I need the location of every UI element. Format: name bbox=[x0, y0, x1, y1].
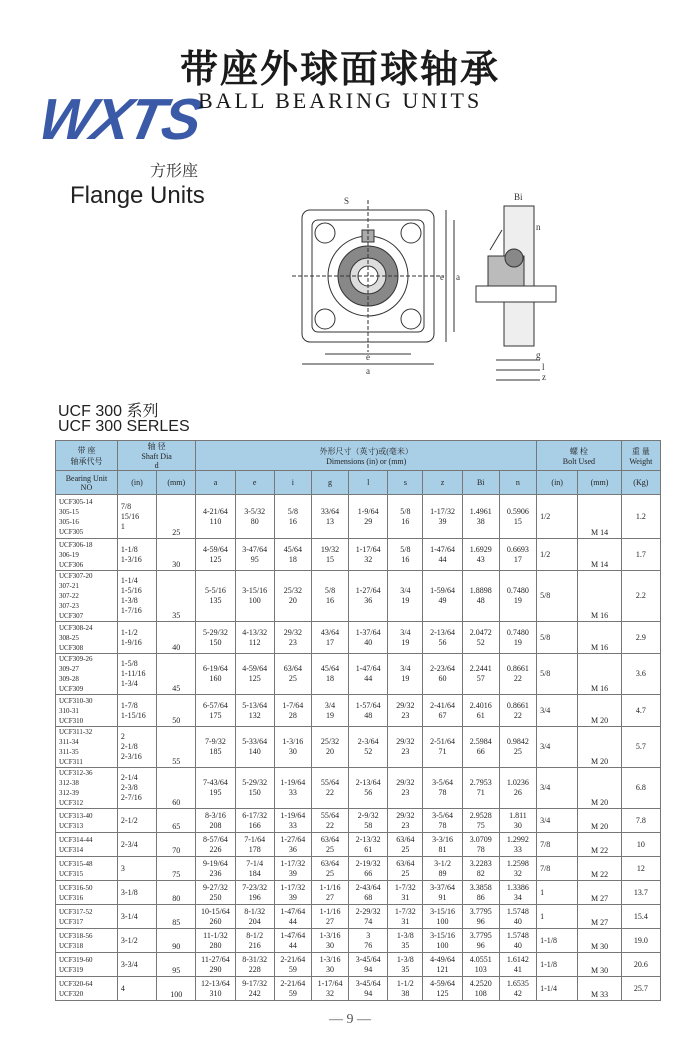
drawing-label-a: a bbox=[366, 366, 370, 376]
header-shaft-in: (in) bbox=[117, 471, 156, 495]
cell-g: 19/32 15 bbox=[311, 539, 348, 571]
cell-s: 1-1/2 38 bbox=[388, 977, 423, 1001]
cell-a: 6-19/64 160 bbox=[196, 654, 235, 695]
cell-kg: 7.8 bbox=[621, 809, 660, 833]
cell-mm: 60 bbox=[157, 768, 196, 809]
drawing-label-z: z bbox=[542, 372, 546, 382]
table-row bbox=[56, 977, 661, 1001]
header-bi: Bi bbox=[462, 471, 499, 495]
cell-s: 29/32 23 bbox=[388, 727, 423, 768]
cell-model: UCF313-40 UCF313 bbox=[56, 809, 118, 833]
cell-l: 2-43/64 68 bbox=[349, 881, 388, 905]
cell-n: 1.2598 32 bbox=[499, 857, 536, 881]
cell-n: 1.2992 33 bbox=[499, 833, 536, 857]
cell-n: 0.8661 22 bbox=[499, 695, 536, 727]
cell-in: 1-1/4 1-5/16 1-3/8 1-7/16 bbox=[117, 571, 156, 622]
series-title-en: UCF 300 SERLES bbox=[58, 418, 190, 435]
header-bolt-in: (in) bbox=[537, 471, 578, 495]
cell-in: 3-1/4 bbox=[117, 905, 156, 929]
table-row bbox=[56, 881, 661, 905]
cell-z: 3-15/16 100 bbox=[423, 905, 462, 929]
cell-mm: 30 bbox=[157, 539, 196, 571]
cell-kg: 1.7 bbox=[621, 539, 660, 571]
cell-e: 5-29/32 150 bbox=[235, 768, 274, 809]
cell-g: 55/64 22 bbox=[311, 768, 348, 809]
table-row bbox=[56, 695, 661, 727]
cell-i: 29/32 23 bbox=[274, 622, 311, 654]
cell-i: 2-21/64 59 bbox=[274, 977, 311, 1001]
cell-n: 0.7480 19 bbox=[499, 622, 536, 654]
cell-n: 1.5748 40 bbox=[499, 905, 536, 929]
cell-l: 1-27/64 36 bbox=[349, 571, 388, 622]
cell-kg: 12 bbox=[621, 857, 660, 881]
cell-mm: 40 bbox=[157, 622, 196, 654]
cell-g: 25/32 20 bbox=[311, 727, 348, 768]
cell-in: 2-3/4 bbox=[117, 833, 156, 857]
cell-bmm: M 22 bbox=[578, 833, 621, 857]
cell-l: 1-9/64 29 bbox=[349, 495, 388, 539]
cell-e: 7-23/32 196 bbox=[235, 881, 274, 905]
cell-i: 1-3/16 30 bbox=[274, 727, 311, 768]
cell-mm: 25 bbox=[157, 495, 196, 539]
cell-g: 1-17/64 32 bbox=[311, 977, 348, 1001]
cell-bi: 3.0709 78 bbox=[462, 833, 499, 857]
drawing-label-bi: Bi bbox=[514, 192, 523, 202]
cell-g: 33/64 13 bbox=[311, 495, 348, 539]
cell-bi: 1.8898 48 bbox=[462, 571, 499, 622]
cell-a: 7-9/32 185 bbox=[196, 727, 235, 768]
title-en: BALL BEARING UNITS bbox=[198, 88, 483, 113]
cell-in: 1-5/8 1-11/16 1-3/4 bbox=[117, 654, 156, 695]
cell-a: 7-43/64 195 bbox=[196, 768, 235, 809]
cell-z: 1-17/32 39 bbox=[423, 495, 462, 539]
cell-z: 3-1/2 89 bbox=[423, 857, 462, 881]
cell-g: 1-1/16 27 bbox=[311, 881, 348, 905]
cell-n: 0.9842 25 bbox=[499, 727, 536, 768]
cell-a: 9-19/64 236 bbox=[196, 857, 235, 881]
cell-z: 4-59/64 125 bbox=[423, 977, 462, 1001]
cell-bmm: M 14 bbox=[578, 539, 621, 571]
cell-i: 25/32 20 bbox=[274, 571, 311, 622]
cell-a: 11-27/64 290 bbox=[196, 953, 235, 977]
cell-i: 2-21/64 59 bbox=[274, 953, 311, 977]
table-row bbox=[56, 833, 661, 857]
cell-mm: 100 bbox=[157, 977, 196, 1001]
header-z: z bbox=[423, 471, 462, 495]
drawing-label-n: n bbox=[536, 222, 541, 232]
cell-kg: 3.6 bbox=[621, 654, 660, 695]
subtitle-en: Flange Units bbox=[70, 182, 205, 209]
cell-in: 4 bbox=[117, 977, 156, 1001]
cell-l: 2-13/32 61 bbox=[349, 833, 388, 857]
cell-a: 5-29/32 150 bbox=[196, 622, 235, 654]
cell-z: 3-37/64 91 bbox=[423, 881, 462, 905]
cell-bi: 1.6929 43 bbox=[462, 539, 499, 571]
cell-bmm: M 30 bbox=[578, 929, 621, 953]
table-row bbox=[56, 768, 661, 809]
cell-bin: 1 bbox=[537, 881, 578, 905]
cell-model: UCF319-60 UCF319 bbox=[56, 953, 118, 977]
header-s: s bbox=[388, 471, 423, 495]
cell-s: 1-3/8 35 bbox=[388, 929, 423, 953]
cell-s: 3/4 19 bbox=[388, 622, 423, 654]
cell-e: 3-5/32 80 bbox=[235, 495, 274, 539]
cell-i: 1-17/32 39 bbox=[274, 881, 311, 905]
cell-s: 29/32 23 bbox=[388, 768, 423, 809]
cell-i: 63/64 25 bbox=[274, 654, 311, 695]
cell-e: 8-1/2 216 bbox=[235, 929, 274, 953]
table-row bbox=[56, 809, 661, 833]
cell-z: 3-15/16 100 bbox=[423, 929, 462, 953]
header-unit-cn: 带 座 轴承代号 bbox=[56, 441, 118, 471]
cell-bin: 3/4 bbox=[537, 809, 578, 833]
cell-g: 1-3/16 30 bbox=[311, 953, 348, 977]
cell-g: 5/8 16 bbox=[311, 571, 348, 622]
cell-bin: 5/8 bbox=[537, 654, 578, 695]
cell-in: 3-3/4 bbox=[117, 953, 156, 977]
cell-bmm: M 16 bbox=[578, 622, 621, 654]
cell-bin: 7/8 bbox=[537, 833, 578, 857]
cell-e: 7-1/4 184 bbox=[235, 857, 274, 881]
cell-a: 6-57/64 175 bbox=[196, 695, 235, 727]
cell-kg: 19.0 bbox=[621, 929, 660, 953]
cell-g: 63/64 25 bbox=[311, 857, 348, 881]
cell-kg: 2.2 bbox=[621, 571, 660, 622]
cell-l: 2-13/64 56 bbox=[349, 768, 388, 809]
cell-bin: 1-1/8 bbox=[537, 953, 578, 977]
series-title-cn: UCF 300 系列 bbox=[58, 403, 159, 420]
cell-i: 1-47/64 44 bbox=[274, 905, 311, 929]
cell-model: UCF320-64 UCF320 bbox=[56, 977, 118, 1001]
cell-n: 1.3386 34 bbox=[499, 881, 536, 905]
cell-n: 0.6693 17 bbox=[499, 539, 536, 571]
cell-bi: 2.9528 75 bbox=[462, 809, 499, 833]
cell-model: UCF317-52 UCF317 bbox=[56, 905, 118, 929]
table-row bbox=[56, 857, 661, 881]
cell-s: 29/32 23 bbox=[388, 809, 423, 833]
header-e: e bbox=[235, 471, 274, 495]
cell-s: 3/4 19 bbox=[388, 571, 423, 622]
cell-bin: 1-1/4 bbox=[537, 977, 578, 1001]
cell-n: 0.8661 22 bbox=[499, 654, 536, 695]
cell-a: 4-59/64 125 bbox=[196, 539, 235, 571]
header-dimensions: 外形尺寸（英寸)或(毫米） Dimensions (in) or (mm) bbox=[196, 441, 537, 471]
table-row bbox=[56, 953, 661, 977]
cell-l: 3 76 bbox=[349, 929, 388, 953]
cell-bi: 4.0551 103 bbox=[462, 953, 499, 977]
title-cn: 带座外球面球轴承 bbox=[180, 47, 501, 91]
cell-bin: 5/8 bbox=[537, 571, 578, 622]
cell-in: 7/8 15/16 1 bbox=[117, 495, 156, 539]
cell-a: 4-21/64 110 bbox=[196, 495, 235, 539]
cell-z: 2-51/64 71 bbox=[423, 727, 462, 768]
cell-s: 5/8 16 bbox=[388, 539, 423, 571]
cell-l: 3-45/64 94 bbox=[349, 953, 388, 977]
cell-mm: 65 bbox=[157, 809, 196, 833]
cell-s: 29/32 23 bbox=[388, 695, 423, 727]
cell-z: 2-13/64 56 bbox=[423, 622, 462, 654]
cell-z: 1-59/64 49 bbox=[423, 571, 462, 622]
cell-bin: 3/4 bbox=[537, 768, 578, 809]
cell-kg: 15.4 bbox=[621, 905, 660, 929]
cell-e: 4-13/32 112 bbox=[235, 622, 274, 654]
cell-e: 3-15/16 100 bbox=[235, 571, 274, 622]
cell-l: 1-17/64 32 bbox=[349, 539, 388, 571]
cell-i: 1-19/64 33 bbox=[274, 768, 311, 809]
header-kg: (Kg) bbox=[621, 471, 660, 495]
cell-bmm: M 14 bbox=[578, 495, 621, 539]
header-unit-en: Bearing Unit NO bbox=[56, 471, 118, 495]
cell-i: 1-19/64 33 bbox=[274, 809, 311, 833]
cell-bin: 1/2 bbox=[537, 495, 578, 539]
header-shaft: 轴 径 Shaft Dia d bbox=[117, 441, 195, 471]
cell-e: 8-1/32 204 bbox=[235, 905, 274, 929]
cell-s: 1-3/8 35 bbox=[388, 953, 423, 977]
table-row bbox=[56, 905, 661, 929]
cell-model: UCF306-18 306-19 UCF306 bbox=[56, 539, 118, 571]
cell-g: 63/64 25 bbox=[311, 833, 348, 857]
table-row bbox=[56, 571, 661, 622]
cell-g: 55/64 22 bbox=[311, 809, 348, 833]
cell-z: 3-3/16 81 bbox=[423, 833, 462, 857]
cell-bi: 2.4016 61 bbox=[462, 695, 499, 727]
cell-kg: 6.8 bbox=[621, 768, 660, 809]
cell-s: 63/64 25 bbox=[388, 857, 423, 881]
drawing-label-e-vert: e bbox=[440, 272, 444, 282]
cell-model: UCF307-20 307-21 307-22 307-23 UCF307 bbox=[56, 571, 118, 622]
cell-bi: 3.7795 96 bbox=[462, 905, 499, 929]
cell-bi: 3.3858 86 bbox=[462, 881, 499, 905]
cell-bmm: M 27 bbox=[578, 881, 621, 905]
cell-mm: 90 bbox=[157, 929, 196, 953]
cell-mm: 35 bbox=[157, 571, 196, 622]
cell-model: UCF305-14 305-15 305-16 UCF305 bbox=[56, 495, 118, 539]
cell-mm: 50 bbox=[157, 695, 196, 727]
cell-i: 1-17/32 39 bbox=[274, 857, 311, 881]
cell-kg: 13.7 bbox=[621, 881, 660, 905]
cell-model: UCF312-36 312-38 312-39 UCF312 bbox=[56, 768, 118, 809]
cell-s: 1-7/32 31 bbox=[388, 881, 423, 905]
cell-mm: 95 bbox=[157, 953, 196, 977]
cell-in: 1-1/2 1-9/16 bbox=[117, 622, 156, 654]
drawing-label-l: l bbox=[542, 362, 545, 372]
cell-model: UCF316-50 UCF316 bbox=[56, 881, 118, 905]
cell-a: 10-15/64 260 bbox=[196, 905, 235, 929]
cell-l: 1-37/64 40 bbox=[349, 622, 388, 654]
cell-l: 2-9/32 58 bbox=[349, 809, 388, 833]
cell-bmm: M 20 bbox=[578, 768, 621, 809]
cell-mm: 45 bbox=[157, 654, 196, 695]
cell-in: 3-1/2 bbox=[117, 929, 156, 953]
header-i: i bbox=[274, 471, 311, 495]
cell-bmm: M 20 bbox=[578, 695, 621, 727]
brand-logo: WXTS bbox=[33, 87, 207, 152]
cell-g: 1-1/16 27 bbox=[311, 905, 348, 929]
cell-model: UCF314-44 UCF314 bbox=[56, 833, 118, 857]
cell-bmm: M 20 bbox=[578, 809, 621, 833]
cell-in: 3-1/8 bbox=[117, 881, 156, 905]
cell-g: 1-3/16 30 bbox=[311, 929, 348, 953]
cell-bin: 3/4 bbox=[537, 727, 578, 768]
header-bolt: 螺 栓 Bolt Used bbox=[537, 441, 622, 471]
cell-model: UCF308-24 308-25 UCF308 bbox=[56, 622, 118, 654]
cell-kg: 20.6 bbox=[621, 953, 660, 977]
header-weight: 重 量 Weight bbox=[621, 441, 660, 471]
cell-bi: 3.2283 82 bbox=[462, 857, 499, 881]
cell-kg: 1.2 bbox=[621, 495, 660, 539]
cell-kg: 2.9 bbox=[621, 622, 660, 654]
table-row bbox=[56, 622, 661, 654]
cell-bi: 2.7953 71 bbox=[462, 768, 499, 809]
drawing-label-a-vert: a bbox=[456, 272, 460, 282]
cell-bmm: M 22 bbox=[578, 857, 621, 881]
table-row bbox=[56, 495, 661, 539]
cell-in: 2-1/4 2-3/8 2-7/16 bbox=[117, 768, 156, 809]
cell-i: 5/8 16 bbox=[274, 495, 311, 539]
cell-in: 3 bbox=[117, 857, 156, 881]
cell-mm: 70 bbox=[157, 833, 196, 857]
cell-n: 1.6535 42 bbox=[499, 977, 536, 1001]
cell-z: 3-5/64 78 bbox=[423, 768, 462, 809]
cell-bi: 2.2441 57 bbox=[462, 654, 499, 695]
dimension-table bbox=[55, 440, 661, 1001]
cell-i: 1-47/64 44 bbox=[274, 929, 311, 953]
table-row bbox=[56, 929, 661, 953]
cell-l: 3-45/64 94 bbox=[349, 977, 388, 1001]
cell-n: 0.5906 15 bbox=[499, 495, 536, 539]
cell-z: 2-23/64 60 bbox=[423, 654, 462, 695]
cell-bin: 7/8 bbox=[537, 857, 578, 881]
cell-bi: 2.5984 66 bbox=[462, 727, 499, 768]
cell-a: 12-13/64 310 bbox=[196, 977, 235, 1001]
cell-e: 5-33/64 140 bbox=[235, 727, 274, 768]
cell-i: 1-27/64 36 bbox=[274, 833, 311, 857]
cell-bmm: M 16 bbox=[578, 571, 621, 622]
page-number: — 9 — bbox=[329, 1012, 371, 1027]
cell-mm: 55 bbox=[157, 727, 196, 768]
drawing-label-g: g bbox=[536, 350, 541, 360]
cell-n: 1.6142 41 bbox=[499, 953, 536, 977]
cell-model: UCF315-48 UCF315 bbox=[56, 857, 118, 881]
cell-n: 1.0236 26 bbox=[499, 768, 536, 809]
cell-kg: 10 bbox=[621, 833, 660, 857]
cell-bin: 3/4 bbox=[537, 695, 578, 727]
cell-l: 2-19/32 66 bbox=[349, 857, 388, 881]
cell-in: 2 2-1/8 2-3/16 bbox=[117, 727, 156, 768]
cell-kg: 4.7 bbox=[621, 695, 660, 727]
cell-bmm: M 16 bbox=[578, 654, 621, 695]
header-bolt-mm: (mm) bbox=[578, 471, 621, 495]
cell-bin: 5/8 bbox=[537, 622, 578, 654]
cell-in: 1-1/8 1-3/16 bbox=[117, 539, 156, 571]
flange-unit-drawing bbox=[290, 190, 560, 400]
table-row bbox=[56, 539, 661, 571]
cell-a: 8-57/64 226 bbox=[196, 833, 235, 857]
subtitle-cn: 方形座 bbox=[150, 161, 199, 180]
cell-a: 5-5/16 135 bbox=[196, 571, 235, 622]
cell-kg: 5.7 bbox=[621, 727, 660, 768]
cell-model: UCF310-30 310-31 UCF310 bbox=[56, 695, 118, 727]
cell-g: 43/64 17 bbox=[311, 622, 348, 654]
cell-s: 1-7/32 31 bbox=[388, 905, 423, 929]
cell-e: 9-17/32 242 bbox=[235, 977, 274, 1001]
cell-in: 2-1/2 bbox=[117, 809, 156, 833]
cell-bi: 3.7795 96 bbox=[462, 929, 499, 953]
cell-in: 1-7/8 1-15/16 bbox=[117, 695, 156, 727]
cell-bi: 1.4961 38 bbox=[462, 495, 499, 539]
cell-g: 3/4 19 bbox=[311, 695, 348, 727]
cell-bmm: M 27 bbox=[578, 905, 621, 929]
cell-bin: 1 bbox=[537, 905, 578, 929]
cell-l: 2-29/32 74 bbox=[349, 905, 388, 929]
cell-bin: 1/2 bbox=[537, 539, 578, 571]
cell-mm: 85 bbox=[157, 905, 196, 929]
cell-model: UCF309-26 309-27 309-28 UCF309 bbox=[56, 654, 118, 695]
cell-n: 0.7480 19 bbox=[499, 571, 536, 622]
cell-model: UCF318-56 UCF318 bbox=[56, 929, 118, 953]
cell-i: 45/64 18 bbox=[274, 539, 311, 571]
cell-model: UCF311-32 311-34 311-35 UCF311 bbox=[56, 727, 118, 768]
cell-bin: 1-1/8 bbox=[537, 929, 578, 953]
cell-s: 63/64 25 bbox=[388, 833, 423, 857]
cell-s: 5/8 16 bbox=[388, 495, 423, 539]
cell-e: 8-31/32 228 bbox=[235, 953, 274, 977]
cell-z: 1-47/64 44 bbox=[423, 539, 462, 571]
cell-bi: 4.2520 108 bbox=[462, 977, 499, 1001]
cell-e: 7-1/64 178 bbox=[235, 833, 274, 857]
header-n: n bbox=[499, 471, 536, 495]
cell-n: 1.5748 40 bbox=[499, 929, 536, 953]
cell-e: 6-17/32 166 bbox=[235, 809, 274, 833]
cell-bmm: M 33 bbox=[578, 977, 621, 1001]
cell-kg: 25.7 bbox=[621, 977, 660, 1001]
drawing-label-e: e bbox=[366, 352, 370, 362]
header-l: l bbox=[349, 471, 388, 495]
cell-s: 3/4 19 bbox=[388, 654, 423, 695]
cell-mm: 75 bbox=[157, 857, 196, 881]
cell-a: 8-3/16 208 bbox=[196, 809, 235, 833]
cell-l: 1-47/64 44 bbox=[349, 654, 388, 695]
cell-bmm: M 30 bbox=[578, 953, 621, 977]
drawing-label-s: S bbox=[344, 196, 350, 206]
header-g: g bbox=[311, 471, 348, 495]
cell-bmm: M 20 bbox=[578, 727, 621, 768]
cell-z: 2-41/64 67 bbox=[423, 695, 462, 727]
cell-a: 9-27/32 250 bbox=[196, 881, 235, 905]
cell-i: 1-7/64 28 bbox=[274, 695, 311, 727]
cell-mm: 80 bbox=[157, 881, 196, 905]
cell-g: 45/64 18 bbox=[311, 654, 348, 695]
cell-a: 11-1/32 280 bbox=[196, 929, 235, 953]
cell-z: 4-49/64 121 bbox=[423, 953, 462, 977]
header-shaft-mm: (mm) bbox=[157, 471, 196, 495]
cell-n: 1.811 30 bbox=[499, 809, 536, 833]
cell-e: 4-59/64 125 bbox=[235, 654, 274, 695]
cell-l: 2-3/64 52 bbox=[349, 727, 388, 768]
cell-z: 3-5/64 78 bbox=[423, 809, 462, 833]
cell-l: 1-57/64 48 bbox=[349, 695, 388, 727]
cell-bi: 2.0472 52 bbox=[462, 622, 499, 654]
cell-e: 3-47/64 95 bbox=[235, 539, 274, 571]
cell-e: 5-13/64 132 bbox=[235, 695, 274, 727]
table-row bbox=[56, 654, 661, 695]
header-a: a bbox=[196, 471, 235, 495]
table-row bbox=[56, 727, 661, 768]
